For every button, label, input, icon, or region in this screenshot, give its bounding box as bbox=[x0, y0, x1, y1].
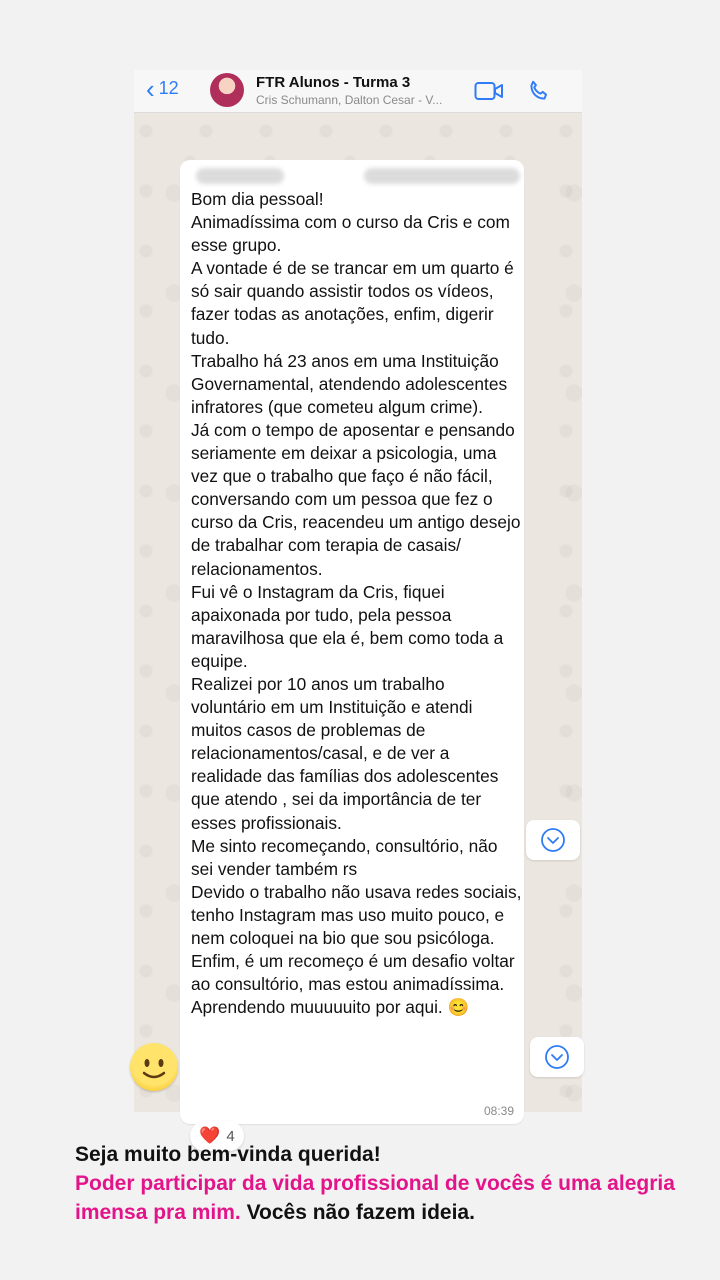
redacted-sender-name bbox=[196, 168, 284, 184]
video-call-icon[interactable] bbox=[474, 80, 504, 102]
chevron-left-icon: ‹ bbox=[146, 73, 155, 104]
caption-body bbox=[75, 1169, 695, 1227]
voice-call-icon[interactable] bbox=[526, 78, 552, 104]
chat-title[interactable]: FTR Alunos - Turma 3 bbox=[256, 74, 411, 91]
message-bubble[interactable] bbox=[180, 160, 524, 1124]
caption-highlight: Poder participar da vida profissional de vocês é uma alegria imensa pra mim. bbox=[75, 1172, 675, 1224]
back-button[interactable] bbox=[146, 73, 179, 104]
caption-tail: Vocês não fazem ideia. bbox=[246, 1201, 475, 1224]
chat-screenshot bbox=[134, 70, 582, 1145]
chat-members[interactable]: Cris Schumann, Dalton Cesar - V... bbox=[256, 93, 443, 107]
message-text: Bom dia pessoal! Animadíssima com o curso da Cris e com esse grupo. A vontade é de se trancar em um quarto é só sair quando assistir todos os vídeos, fazer todas as anotações, enfim, digerir tudo. Trabalho há 23 anos em uma Instituição Governamental, atendendo adolescentes infratores (que cometeu algum crime). Já com o tempo de aposentar e pensando seriamente em deixar a psicologia, uma vez que o trabalho que faço é não fácil, conversando com um pessoa que fez o curso da Cris, reacendeu um antigo desejo de trabalhar com terapia de casais/ relacionamentos. Fui vê o Instagram da Cris, fiquei apaixonada por tudo, pela pessoa maravilhosa que ela é, bem como toda a equipe. Realizei por 10 anos um trabalho voluntário em um Instituição e atendi muitos casos de problemas de relacionamentos/casal, e de ver a realidade das famílias dos adolescentes que atendo , sei da importância de ter esses profissionais. Me sinto recomeçando, consultório, não sei vender também rs Devido o trabalho não usava redes sociais, tenho Instagram mas uso muito pouco, e nem coloquei na bio que sou psicóloga. Enfim, é um recomeço é um desafio voltar ao consultório, mas estou animadíssima. Aprendendo muuuuuito por aqui. 😊 bbox=[191, 189, 522, 1018]
caption-greeting: Seja muito bem-vinda querida! bbox=[75, 1143, 381, 1166]
chevron-down-circle-icon bbox=[544, 1044, 570, 1070]
unread-count: 12 bbox=[158, 78, 179, 98]
chat-wallpaper bbox=[134, 113, 582, 1145]
story-caption bbox=[75, 1140, 695, 1227]
message-timestamp: 08:39 bbox=[483, 1104, 514, 1118]
scroll-to-bottom-button[interactable] bbox=[530, 1037, 584, 1077]
scroll-down-button[interactable] bbox=[526, 820, 580, 860]
reaction-count: 4 bbox=[226, 1127, 235, 1145]
chat-header bbox=[134, 70, 582, 113]
redacted-sender-phone bbox=[364, 168, 520, 184]
group-avatar[interactable] bbox=[210, 73, 244, 107]
chevron-down-circle-icon bbox=[540, 827, 566, 853]
heart-reaction-icon: ❤️ bbox=[199, 1126, 221, 1145]
smiley-face-drawing bbox=[130, 1043, 178, 1091]
smiley-face-icon bbox=[130, 1043, 178, 1091]
